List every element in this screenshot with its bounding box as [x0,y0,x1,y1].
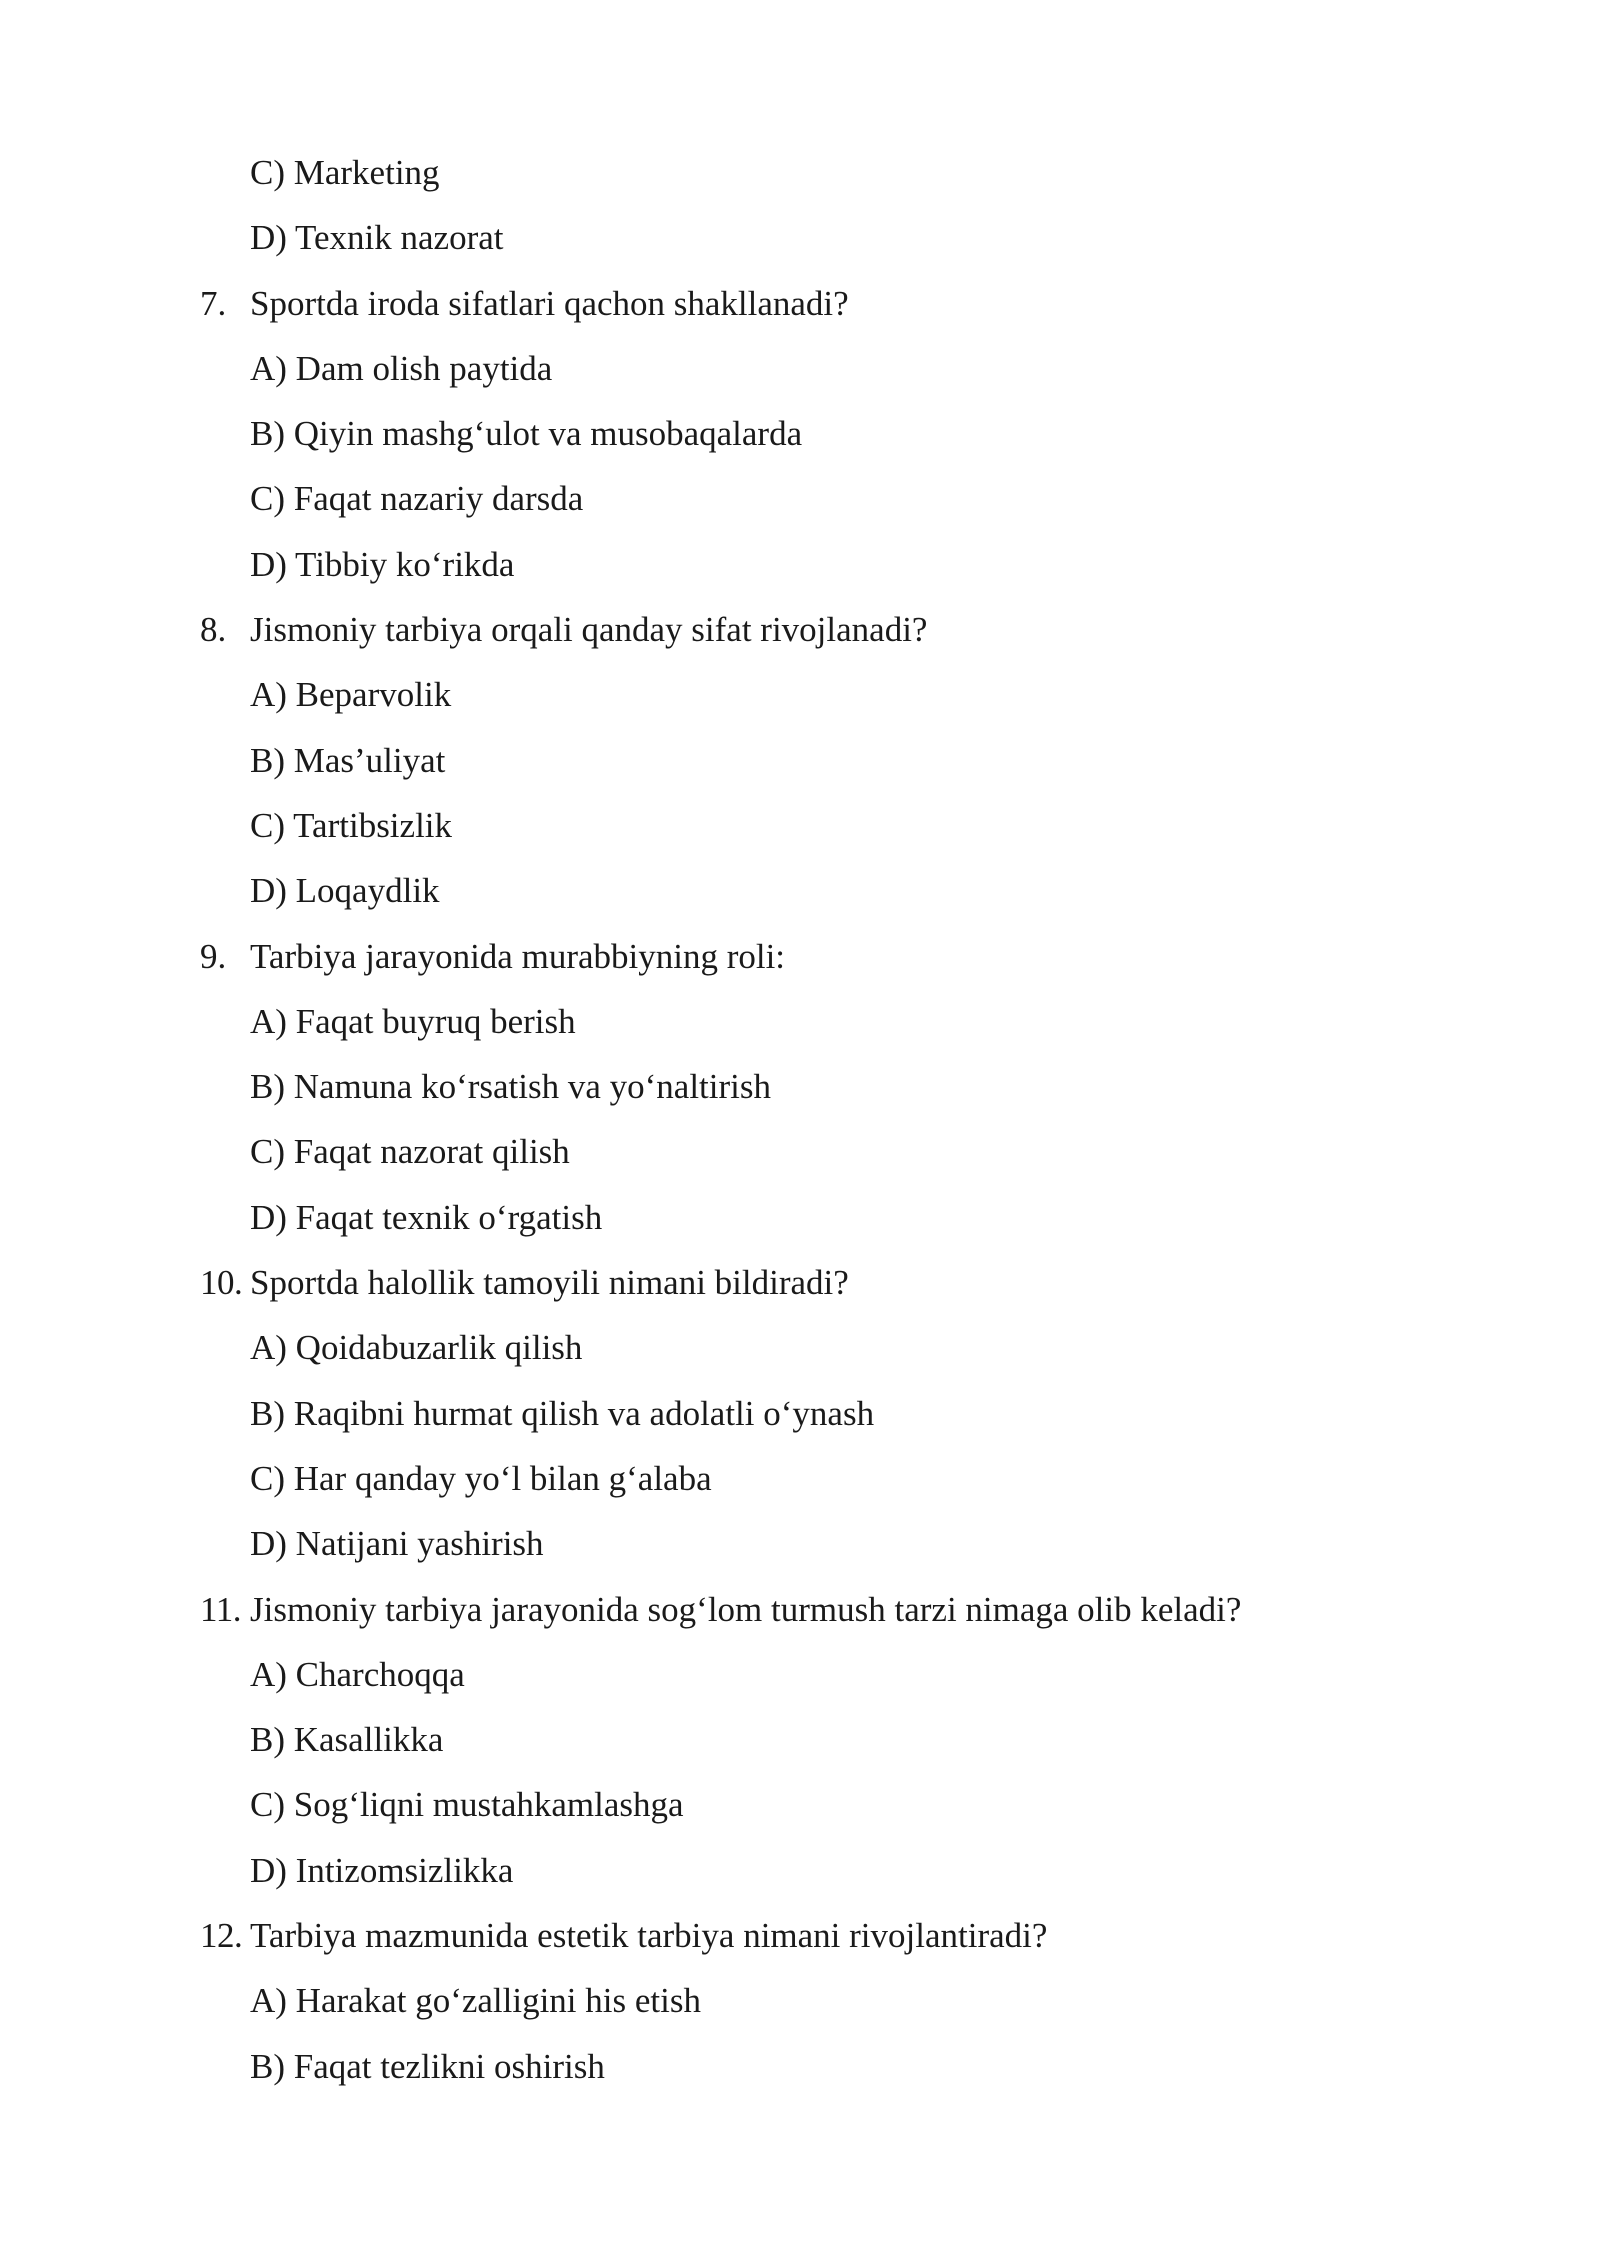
option-d: D) Natijani yashirish [250,1524,544,1564]
option-a: A) Charchoqqa [250,1654,465,1694]
question-text: Sportda iroda sifatlari qachon shakllanadi? [250,283,849,323]
option-a: A) Qoidabuzarlik qilish [250,1328,583,1368]
question-8 [0,597,1600,662]
option-c: C) Tartibsizlik [250,805,453,845]
question-text: Sportda halollik tamoyili nimani bildiradi? [250,1263,849,1303]
option-c: C) Har qanday yo‘l bilan g‘alaba [250,1458,712,1498]
option-c: C) Marketing [250,153,440,192]
option-d: D) Texnik nazorat [250,218,504,258]
option-d: D) Intizomsizlikka [250,1850,514,1890]
option-d: D) Faqat texnik o‘rgatish [250,1197,603,1237]
question-9 [0,924,1600,989]
question-number: 7. [200,283,227,323]
option-b: B) Mas’uliyat [250,740,446,780]
question-text: Tarbiya mazmunida estetik tarbiya nimani rivojlantiradi? [250,1916,1048,1956]
option-c: C) Sog‘liqni mustahkamlashga [250,1785,684,1825]
option-a: A) Faqat buyruq berish [250,1001,576,1041]
question-11 [0,1577,1600,1642]
question-number: 9. [200,936,227,976]
question-text: Tarbiya jarayonida murabbiyning roli: [250,936,786,976]
option-b: B) Raqibni hurmat qilish va adolatli o‘ynash [250,1393,875,1433]
document-page [0,140,1600,2099]
question-number: 10. [200,1263,243,1303]
option-c: C) Faqat nazorat qilish [250,1132,570,1172]
option-c: C) Faqat nazariy darsda [250,479,584,519]
option-a: A) Harakat go‘zalligini his etish [250,1981,701,2021]
option-a: A) Dam olish paytida [250,348,553,388]
question-number: 12. [200,1916,243,1956]
question-number: 11. [200,1589,241,1629]
question-7 [0,271,1600,336]
option-b: B) Kasallikka [250,1720,444,1760]
option-d: D) Tibbiy ko‘rikda [250,544,515,584]
option-b: B) Namuna ko‘rsatish va yo‘naltirish [250,1067,772,1107]
question-10 [0,1250,1600,1315]
option-a: A) Beparvolik [250,675,452,715]
question-12 [0,1903,1600,1968]
option-d: D) Loqaydlik [250,871,440,911]
option-b: B) Qiyin mashg‘ulot va musobaqalarda [250,414,803,454]
question-text: Jismoniy tarbiya jarayonida sog‘lom turmush tarzi nimaga olib keladi? [250,1589,1242,1629]
option-b: B) Faqat tezlikni oshirish [250,2046,605,2086]
question-number: 8. [200,610,227,650]
question-text: Jismoniy tarbiya orqali qanday sifat rivojlanadi? [250,610,928,650]
